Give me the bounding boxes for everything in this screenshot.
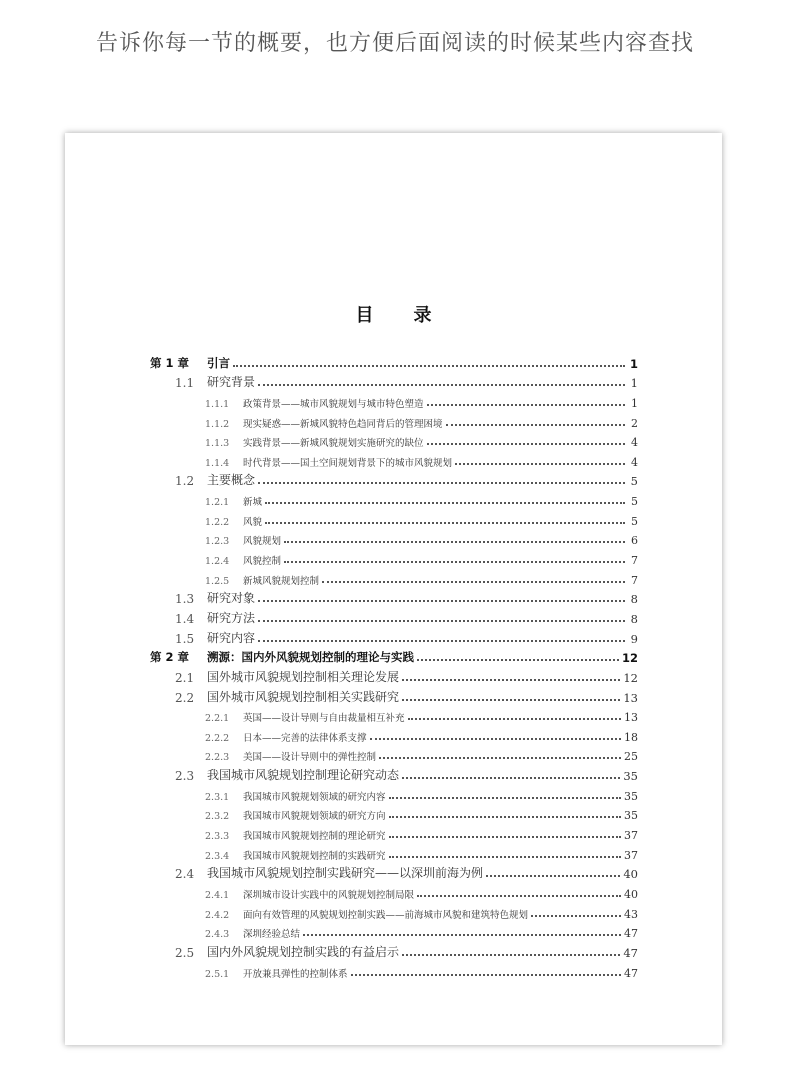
entry-title: 研究内容 (207, 630, 256, 645)
entry-title: 实践背景——新城风貌规划实施研究的缺位 (243, 438, 424, 450)
entry-title: 我国城市风貌规划领域的研究方向 (243, 811, 386, 823)
entry-number: 2.4.1 (205, 889, 230, 901)
entry-number: 2.4 (175, 867, 195, 882)
dot-leader (379, 757, 621, 759)
entry-page: 25 (624, 750, 638, 764)
entry-number: 第 1 章 (150, 355, 190, 370)
toc-entry (150, 763, 638, 783)
toc-entry (150, 606, 638, 626)
entry-title: 时代背景——国土空间规划背景下的城市风貌规划 (243, 457, 453, 469)
dot-leader (402, 954, 620, 956)
entry-page: 12 (623, 670, 638, 685)
toc-entry (150, 469, 638, 489)
toc-entry (150, 960, 638, 980)
toc-entry (150, 646, 638, 666)
entry-page: 6 (631, 534, 638, 548)
toc-entry (150, 803, 638, 823)
entry-title: 研究背景 (207, 375, 256, 390)
entry-number: 2.4.3 (205, 929, 230, 941)
entry-number: 1.2.3 (205, 536, 230, 548)
toc-page (65, 133, 722, 1045)
entry-number: 2.1 (175, 670, 195, 685)
entry-page: 18 (624, 730, 638, 744)
entry-page: 47 (624, 966, 638, 980)
entry-title: 我国城市风貌规划领域的研究内容 (243, 791, 386, 803)
entry-title: 英国——设计导则与自由裁量相互补充 (243, 713, 405, 725)
entry-title: 风貌规划 (243, 536, 282, 548)
entry-page: 7 (631, 573, 638, 587)
dot-leader (303, 934, 621, 936)
entry-number: 2.3 (175, 769, 195, 784)
toc-entry (150, 685, 638, 705)
entry-page: 5 (630, 474, 638, 489)
toc-entry (150, 783, 638, 803)
entry-page: 35 (624, 789, 638, 803)
entry-title: 政策背景——城市风貌规划与城市特色塑造 (243, 398, 424, 410)
dot-leader (284, 541, 625, 543)
entry-title: 开放兼具弹性的控制体系 (243, 968, 348, 980)
entry-number: 2.4.2 (205, 909, 230, 921)
entry-number: 1.2 (175, 474, 195, 489)
entry-page: 35 (623, 769, 638, 784)
entry-title: 深圳经验总结 (243, 929, 301, 941)
dot-leader (351, 974, 621, 976)
dot-leader (258, 384, 625, 386)
toc-entry (150, 665, 638, 685)
entry-title: 引言 (207, 355, 230, 370)
dot-leader (258, 482, 625, 484)
toc-entry (150, 705, 638, 725)
entry-number: 1.4 (175, 611, 195, 626)
entry-page: 8 (630, 611, 638, 626)
toc-entry (150, 449, 638, 469)
dot-leader (417, 895, 621, 897)
toc-entry (150, 724, 638, 744)
dot-leader (427, 443, 625, 445)
toc-entry (150, 862, 638, 882)
entry-title: 我国城市风貌规划控制实践研究——以深圳前海为例 (207, 866, 484, 881)
entry-title: 国外城市风貌规划控制相关实践研究 (207, 689, 400, 704)
entry-number: 1.2.2 (205, 516, 230, 528)
entry-title: 新城 (243, 497, 263, 509)
dot-leader (370, 738, 621, 740)
entry-page: 4 (631, 455, 638, 469)
entry-page: 5 (631, 495, 638, 509)
entry-title: 我国城市风貌规划控制理论研究动态 (207, 768, 400, 783)
dot-leader (233, 365, 625, 367)
entry-page: 12 (621, 651, 638, 666)
dot-leader (389, 856, 621, 858)
entry-page: 7 (631, 554, 638, 568)
toc-entry (150, 547, 638, 567)
dot-leader (322, 581, 625, 583)
toc-entry (150, 587, 638, 607)
toc-entry (150, 881, 638, 901)
dot-leader (258, 640, 625, 642)
entry-title: 风貌 (243, 516, 263, 528)
toc-entry (150, 940, 638, 960)
entry-title: 研究对象 (207, 591, 256, 606)
entry-title: 我国城市风貌规划控制的理论研究 (243, 831, 386, 843)
toc-entry (150, 488, 638, 508)
toc-entry (150, 626, 638, 646)
entry-number: 2.5.1 (205, 968, 230, 980)
dot-leader (402, 699, 620, 701)
entry-page: 47 (624, 927, 638, 941)
entry-number: 2.3.3 (205, 831, 230, 843)
dot-leader (265, 522, 625, 524)
entry-title: 风貌控制 (243, 556, 282, 568)
toc-list (150, 351, 638, 980)
entry-page: 5 (631, 514, 638, 528)
entry-title: 研究方法 (207, 610, 256, 625)
entry-page: 40 (623, 867, 638, 882)
toc-entry (150, 410, 638, 430)
entry-number: 2.2.1 (205, 713, 230, 725)
entry-number: 2.3.2 (205, 811, 230, 823)
toc-entry (150, 744, 638, 764)
dot-leader (486, 875, 620, 877)
toc-entry (150, 901, 638, 921)
dot-leader (284, 561, 625, 563)
dot-leader (417, 659, 619, 661)
toc-entry (150, 351, 638, 371)
entry-page: 1 (631, 396, 638, 410)
entry-number: 1.1 (175, 376, 195, 391)
entry-title: 美国——设计导则中的弹性控制 (243, 752, 377, 764)
entry-page: 9 (630, 631, 638, 646)
toc-entry (150, 371, 638, 391)
dot-leader (258, 620, 625, 622)
entry-title: 深圳城市设计实践中的风貌规划控制局限 (243, 889, 415, 901)
entry-number: 第 2 章 (150, 650, 190, 665)
toc-entry (150, 567, 638, 587)
caption: 告诉你每一节的概要，也方便后面阅读的时候某些内容查找 (95, 31, 694, 56)
entry-title: 主要概念 (207, 473, 256, 488)
dot-leader (427, 404, 625, 406)
entry-title: 溯源：国内外风貌规划控制的理论与实践 (207, 650, 414, 665)
entry-number: 1.5 (175, 631, 195, 646)
entry-page: 1 (629, 356, 638, 371)
dot-leader (389, 836, 621, 838)
entry-page: 47 (623, 945, 638, 960)
entry-number: 2.2.3 (205, 752, 230, 764)
entry-number: 1.3 (175, 592, 195, 607)
entry-number: 1.1.2 (205, 418, 230, 430)
entry-title: 面向有效管理的风貌规划控制实践——前海城市风貌和建筑特色规划 (243, 909, 529, 921)
entry-title: 国外城市风貌规划控制相关理论发展 (207, 669, 400, 684)
entry-number: 2.2 (175, 690, 195, 705)
entry-page: 43 (624, 907, 638, 921)
toc-entry (150, 822, 638, 842)
entry-page: 4 (631, 436, 638, 450)
entry-number: 1.2.4 (205, 556, 230, 568)
entry-number: 1.2.1 (205, 497, 230, 509)
dot-leader (531, 915, 621, 917)
dot-leader (389, 797, 621, 799)
entry-number: 1.1.3 (205, 438, 230, 450)
entry-title: 国内外风貌规划控制实践的有益启示 (207, 944, 400, 959)
entry-page: 40 (624, 887, 638, 901)
entry-page: 13 (624, 711, 638, 725)
entry-page: 1 (630, 376, 638, 391)
dot-leader (446, 424, 625, 426)
dot-leader (408, 718, 621, 720)
entry-title: 日本——完善的法律体系支撑 (243, 732, 367, 744)
toc-entry (150, 842, 638, 862)
toc-entry (150, 390, 638, 410)
entry-number: 1.1.1 (205, 398, 230, 410)
dot-leader (402, 777, 620, 779)
dot-leader (258, 600, 625, 602)
entry-title: 我国城市风貌规划控制的实践研究 (243, 850, 386, 862)
entry-page: 37 (624, 848, 638, 862)
toc-entry (150, 528, 638, 548)
entry-number: 1.1.4 (205, 457, 230, 469)
entry-number: 2.3.4 (205, 850, 230, 862)
entry-number: 2.3.1 (205, 791, 230, 803)
toc-entry (150, 508, 638, 528)
dot-leader (389, 816, 621, 818)
entry-page: 8 (630, 592, 638, 607)
toc-entry (150, 430, 638, 450)
entry-number: 1.2.5 (205, 575, 230, 587)
entry-number: 2.5 (175, 945, 195, 960)
entry-number: 2.2.2 (205, 732, 230, 744)
entry-page: 37 (624, 829, 638, 843)
toc-entry (150, 921, 638, 941)
entry-page: 35 (624, 809, 638, 823)
dot-leader (402, 679, 620, 681)
entry-page: 2 (631, 416, 638, 430)
entry-title: 现实疑惑——新城风貌特色趋同背后的管理困境 (243, 418, 443, 430)
entry-title: 新城风貌规划控制 (243, 575, 320, 587)
toc-title: 目录 (355, 305, 472, 326)
entry-page: 13 (623, 690, 638, 705)
dot-leader (455, 463, 625, 465)
dot-leader (265, 502, 625, 504)
